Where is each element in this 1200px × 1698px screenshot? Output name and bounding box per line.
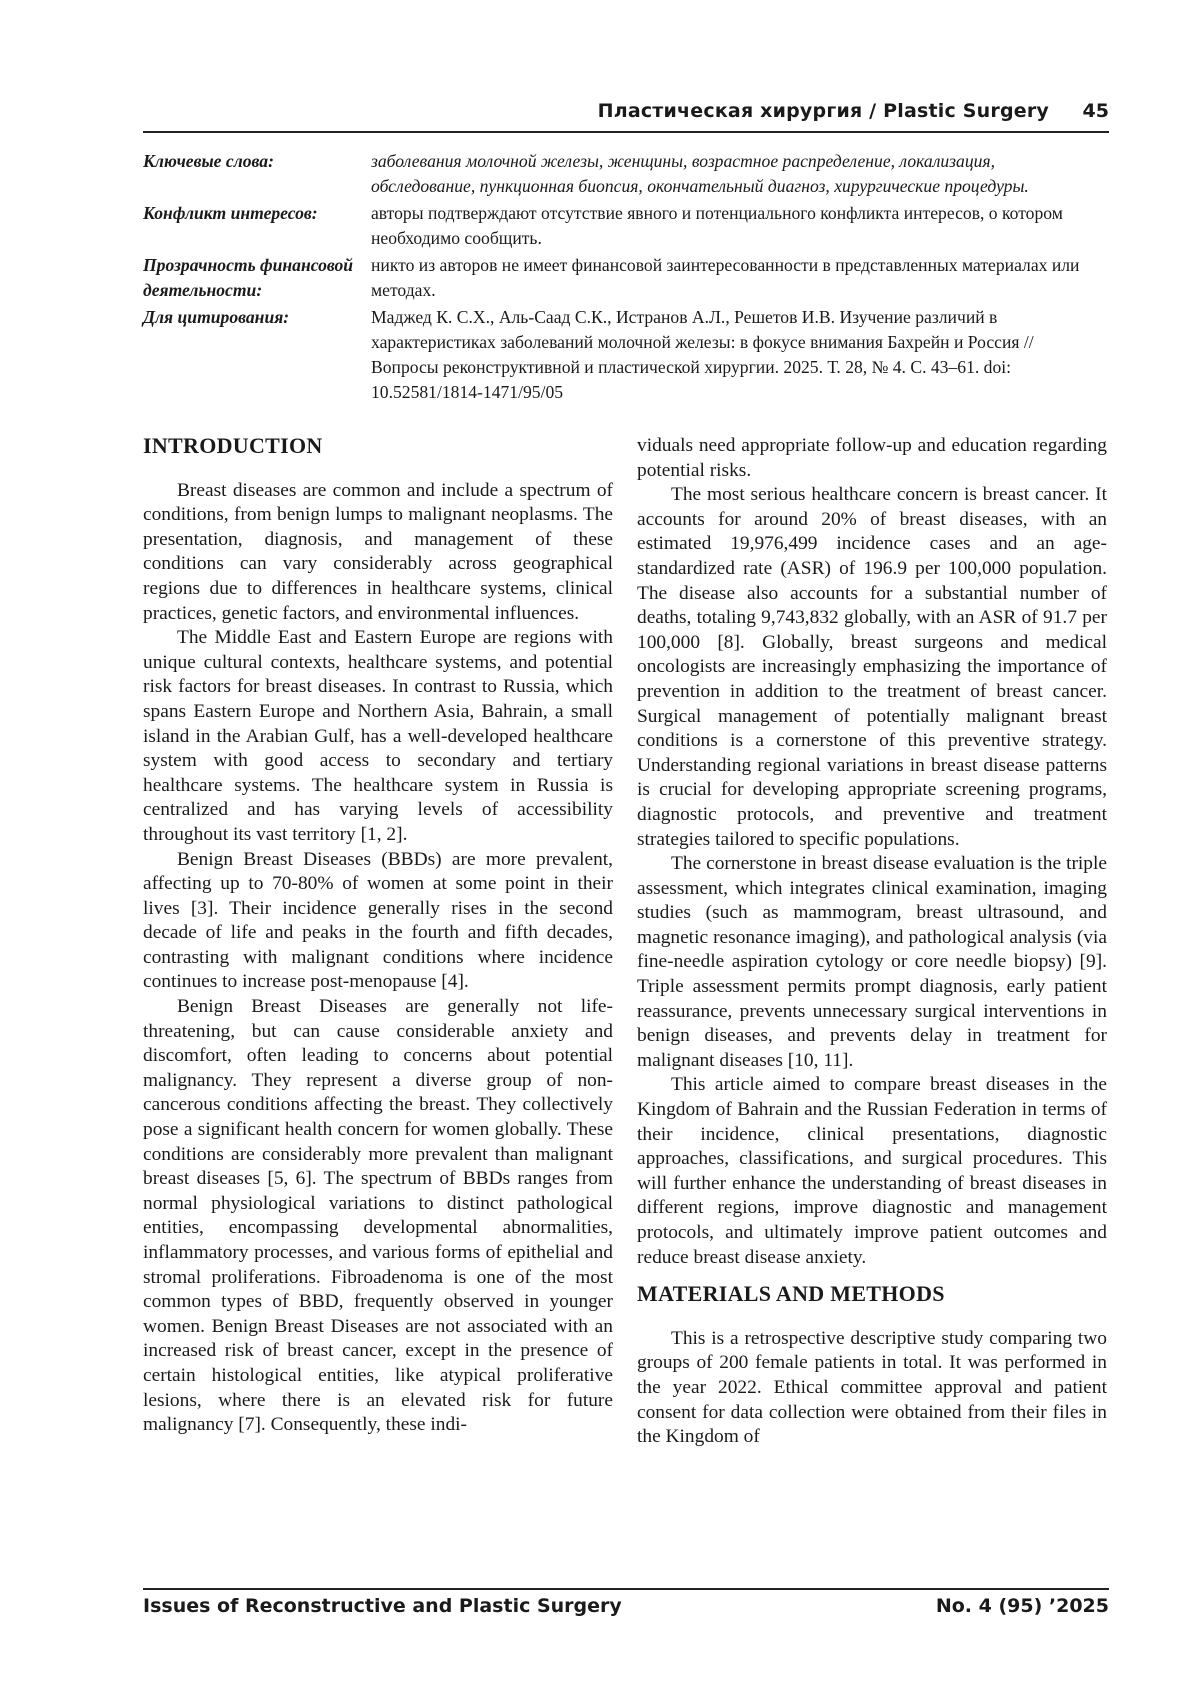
- keywords-row: [143, 149, 1109, 199]
- introduction-heading: INTRODUCTION: [143, 433, 323, 458]
- footer-rule: [143, 1588, 1109, 1590]
- intro-paragraph-4-continued: viduals need appropriate follow-up and education regarding potential risks.: [637, 435, 1107, 481]
- keywords-label: Ключевые слова:: [143, 151, 274, 171]
- article-metadata: [143, 149, 1109, 407]
- intro-paragraph-7: This article aimed to compare breast diseases in the Kingdom of Bahrain and the Russian Federation in terms of their incidence, clinical presentations, diagnostic approaches, classifications, and surgical procedures. This will further enhance the understanding of breast diseases in different regions, improve diagnostic and management protocols, and ultimately improve patient outcomes and reduce breast disease anxiety.: [637, 1074, 1107, 1268]
- transparency-label: Прозрачность финансовой деятельности:: [143, 255, 354, 300]
- methods-paragraph-1: This is a retrospective descriptive study comparing two groups of 200 female patients in total. It was performed in the year 2022. Ethical committee approval and patient consent for data collection were obtained from their files in the Kingdom of: [637, 1327, 1107, 1448]
- right-column: [637, 434, 1107, 1450]
- running-footer: [143, 1595, 1109, 1627]
- conflict-row: [143, 201, 1109, 251]
- intro-paragraph-1: Breast diseases are common and include a spectrum of conditions, from benign lumps to malignant neoplasms. The presentation, diagnosis, and management of these conditions can vary considerably across geographical regions due to differences in healthcare systems, clinical practices, genetic factors, and environmental influences.: [143, 479, 613, 624]
- citation-row: [143, 305, 1109, 405]
- transparency-value: никто из авторов не имеет финансовой заинтересованности в представленных материалах или методах.: [371, 255, 1080, 300]
- keywords-value: заболевания молочной железы, женщины, возрастное распределение, локализация, обследование, пункционная биопсия, окончательный диагноз, хирургические процедуры.: [371, 151, 1029, 196]
- issue-number: No. 4 (95) ’2025: [935, 1595, 1109, 1617]
- header-rule: [143, 131, 1109, 133]
- intro-paragraph-4: Benign Breast Diseases are generally not life-threatening, but can cause considerable anxiety and discomfort, often leading to concerns about potential malignancy. They represent a diverse group of non-cancerous conditions affecting the breast. They collectively pose a significant health concern for women globally. These conditions are considerably more prevalent than malignant breast diseases [5, 6]. The spectrum of BBDs ranges from normal physiological variations to distinct pathological entities, encompassing developmental abnormalities, inflammatory processes, and various forms of epithelial and stromal proliferations. Fibroadenoma is one of the most common types of BBD, frequently observed in younger women. Benign Breast Diseases are not associated with an increased risk of breast cancer, except in the presence of certain histological entities, like atypical proliferative lesions, where there is an elevated risk for future malignancy [7]. Consequently, these indi-: [143, 996, 613, 1436]
- intro-paragraph-5: The most serious healthcare concern is breast cancer. It accounts for around 20% of breast diseases, with an estimated 19,976,499 incidence cases and an age-standardized rate (ASR) of 196.9 per 100,000 population. The disease also accounts for a substantial number of deaths, totaling 9,743,832 globally, with an ASR of 91.7 per 100,000 [8]. Globally, breast surgeons and medical oncologists are increasingly emphasizing the importance of prevention in addition to the treatment of breast cancer. Surgical management of potentially malignant breast conditions is a cornerstone of this preventive strategy. Understanding regional variations in breast disease patterns is crucial for developing appropriate screening programs, diagnostic protocols, and preventive and treatment strategies tailored to specific populations.: [637, 484, 1107, 850]
- citation-label: Для цитирования:: [143, 307, 290, 327]
- journal-name: Issues of Reconstructive and Plastic Surgery: [143, 1595, 622, 1617]
- citation-value: Маджед К. С.Х., Аль-Саад С.К., Истранов А.Л., Решетов И.В. Изучение различий в характеристиках заболеваний молочной железы: в фокусе внимания Бахрейн и Россия // Вопросы реконструктивной и пластической хирургии. 2025. Т. 28, № 4. С. 43–61. doi: 10.52581/1814-1471/95/05: [371, 307, 1034, 402]
- running-header-title: Пластическая хирургия / Plastic Surgery: [597, 100, 1049, 122]
- transparency-row: [143, 253, 1109, 303]
- left-column: [143, 434, 613, 1438]
- page-number: 45: [1082, 100, 1109, 122]
- methods-heading: MATERIALS AND METHODS: [637, 1281, 945, 1307]
- running-header: [143, 96, 1109, 132]
- intro-paragraph-6: The cornerstone in breast disease evaluation is the triple assessment, which integrates clinical examination, imaging studies (such as mammogram, breast ultrasound, and magnetic resonance imaging), and pathological analysis (via fine-needle aspiration cytology or core needle biopsy) [9]. Triple assessment permits prompt diagnosis, early patient reassurance, prevents unnecessary surgical interventions in benign diseases, and prevents delay in treatment for malignant diseases [10, 11].: [637, 853, 1107, 1071]
- conflict-value: авторы подтверждают отсутствие явного и потенциального конфликта интересов, о котором необходимо сообщить.: [371, 203, 1063, 248]
- intro-paragraph-2: The Middle East and Eastern Europe are regions with unique cultural contexts, healthcare systems, and potential risk factors for breast diseases. In contrast to Russia, which spans Eastern Europe and Northern Asia, Bahrain, a small island in the Arabian Gulf, has a well-developed healthcare system with good access to secondary and tertiary healthcare systems. The healthcare system in Russia is centralized and has varying levels of accessibility throughout its vast territory [1, 2].: [143, 627, 613, 845]
- conflict-label: Конфликт интересов:: [143, 203, 318, 223]
- intro-paragraph-3: Benign Breast Diseases (BBDs) are more prevalent, affecting up to 70-80% of women at some point in their lives [3]. Their incidence generally rises in the second decade of life and peaks in the fourth and fifth decades, contrasting with malignant conditions where incidence continues to increase post-menopause [4].: [143, 848, 613, 993]
